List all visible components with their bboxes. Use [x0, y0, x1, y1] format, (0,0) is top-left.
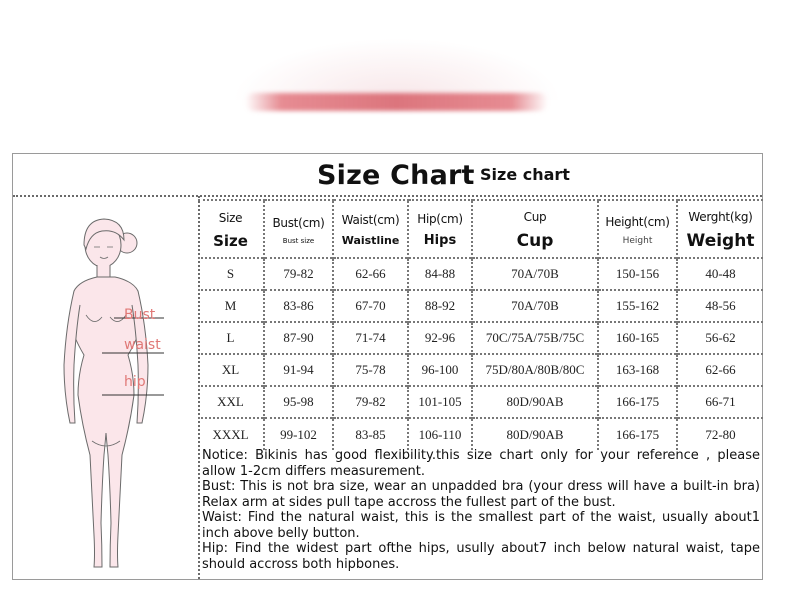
bust-instructions: Bust: This is not bra size, wear an unpadded bra (your dress will have a built-in bra) Relax arm at sides pull tape accross the fullest part of the bust.: [202, 479, 760, 510]
measurement-notes: [202, 448, 760, 572]
decorative-haze: [232, 38, 562, 100]
cell-size: M: [198, 290, 264, 322]
table-row: [198, 290, 763, 322]
cell-size: XL: [198, 354, 264, 386]
table-row: [198, 322, 763, 354]
cell-cup: 75D/80A/80B/80C: [472, 354, 598, 386]
cell-bust: 83-86: [264, 290, 333, 322]
cell-cup: 80D/90AB: [472, 386, 598, 418]
page-title: Size Chart: [317, 160, 475, 191]
cell-bust: 95-98: [264, 386, 333, 418]
header-waist: Waist(cm) Waistline: [333, 200, 408, 258]
body-figure-illustration: [44, 205, 194, 575]
cell-size: XXXL: [198, 418, 264, 450]
cell-hip: 101-105: [408, 386, 472, 418]
header-height: Height(cm) Height: [598, 200, 677, 258]
decorative-brush-stroke: [245, 93, 548, 111]
cell-height: 166-175: [598, 386, 677, 418]
cell-weight: 56-62: [677, 322, 763, 354]
bust-label: Bust: [124, 307, 156, 323]
cell-hip: 106-110: [408, 418, 472, 450]
cell-height: 166-175: [598, 418, 677, 450]
cell-hip: 96-100: [408, 354, 472, 386]
header-cup: Cup Cup: [472, 200, 598, 258]
cell-hip: 92-96: [408, 322, 472, 354]
cell-hip: 88-92: [408, 290, 472, 322]
cell-weight: 48-56: [677, 290, 763, 322]
cell-hip: 84-88: [408, 258, 472, 290]
cell-size: XXL: [198, 386, 264, 418]
cell-weight: 40-48: [677, 258, 763, 290]
cell-cup: 70C/75A/75B/75C: [472, 322, 598, 354]
header-size: Size Size: [198, 200, 264, 258]
cell-waist: 83-85: [333, 418, 408, 450]
waist-instructions: Waist: Find the natural waist, this is the smallest part of the waist, usually about1 inch above belly button.: [202, 510, 760, 541]
header-hip: Hip(cm) Hips: [408, 200, 472, 258]
table-header-row: [198, 200, 763, 258]
size-table: [198, 199, 763, 450]
waist-label: waist: [124, 337, 161, 353]
hip-instructions: Hip: Find the widest part ofthe hips, usully about7 inch below natural waist, tape should accross both hipbones.: [202, 541, 760, 572]
table-row: [198, 258, 763, 290]
cell-size: S: [198, 258, 264, 290]
header-bust: Bust(cm) Bust size: [264, 200, 333, 258]
cell-bust: 87-90: [264, 322, 333, 354]
cell-waist: 62-66: [333, 258, 408, 290]
page-subtitle: Size chart: [480, 165, 570, 184]
notice-text: Notice: Bikinis has good flexibility.this size chart only for your reference , please allow 1-2cm differs measurement.: [202, 448, 760, 479]
hip-label: hip: [124, 374, 146, 390]
cell-bust: 91-94: [264, 354, 333, 386]
cell-cup: 70A/70B: [472, 258, 598, 290]
cell-bust: 99-102: [264, 418, 333, 450]
table-row: [198, 418, 763, 450]
cell-bust: 79-82: [264, 258, 333, 290]
table-row: [198, 354, 763, 386]
cell-height: 160-165: [598, 322, 677, 354]
cell-waist: 67-70: [333, 290, 408, 322]
cell-weight: 62-66: [677, 354, 763, 386]
header-weight: Werght(kg) Weight: [677, 200, 763, 258]
cell-height: 155-162: [598, 290, 677, 322]
cell-waist: 79-82: [333, 386, 408, 418]
cell-size: L: [198, 322, 264, 354]
cell-waist: 75-78: [333, 354, 408, 386]
table-row: [198, 386, 763, 418]
cell-height: 150-156: [598, 258, 677, 290]
cell-cup: 80D/90AB: [472, 418, 598, 450]
cell-height: 163-168: [598, 354, 677, 386]
cell-waist: 71-74: [333, 322, 408, 354]
cell-weight: 66-71: [677, 386, 763, 418]
cell-cup: 70A/70B: [472, 290, 598, 322]
cell-weight: 72-80: [677, 418, 763, 450]
title-divider: [13, 195, 762, 197]
